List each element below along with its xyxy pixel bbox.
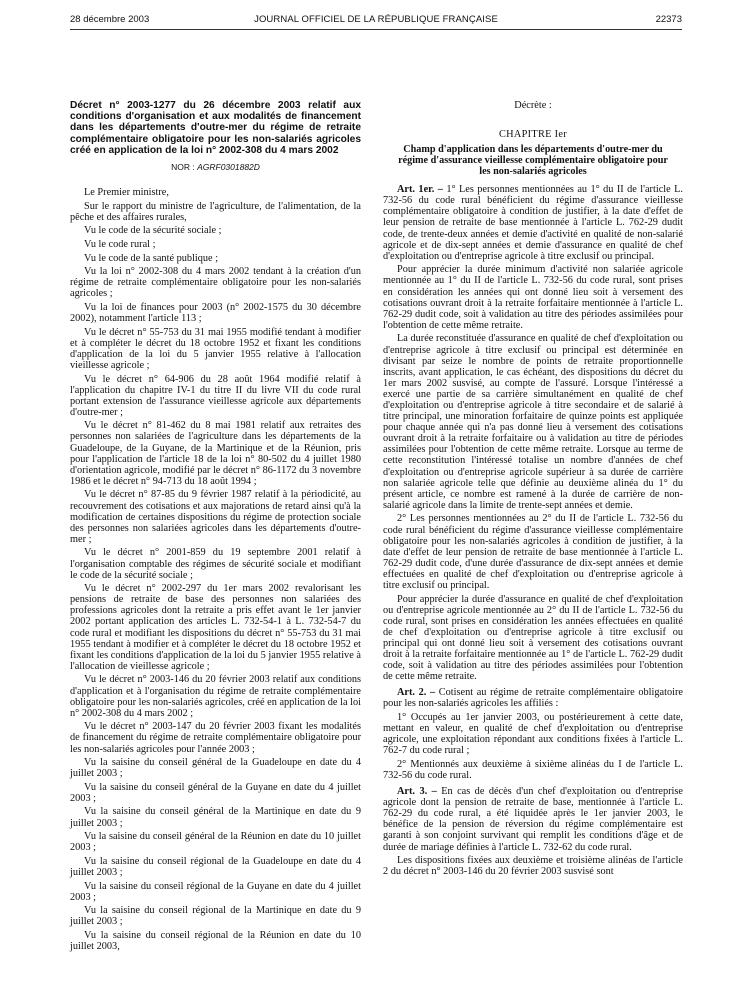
header-rule xyxy=(70,29,682,30)
paragraph-text: 2° Les personnes mentionnées au 2° du II de l'article L. 732-56 du code rural bénéficient du régime d'assurance vieillesse complémentaire obligatoire pour les non-salariés agricoles à condition de justifier, à la date d'effet de leur pension de retraite de base mentionnée à l'article L. 762-29 dudit code, d'une durée d'assurance de dix-sept années et demie effectuées en qualité de chef d'exploitation ou d'entreprise agricole à titre exclusif ou principal. xyxy=(383,513,683,591)
paragraph-text: Les dispositions fixées aux deuxième et troisième alinéas de l'article 2 du décret n° 2003-146 du 20 février 2003 susvisé sont xyxy=(383,855,683,878)
left-paragraph: Vu la loi n° 2002-308 du 4 mars 2002 tendant à la création d'un régime de retraite complémentaire obligatoire pour les non-salariés agricoles ; xyxy=(70,266,361,300)
paragraph-text: Pour apprécier la durée minimum d'activité non salariée agricole mentionnée au 1° du II de l'article L. 732-56 du code rural, sont prises en considération les années qui ont donné lieu soit à versement des cotisations ouvrant droit à la retraite forfaitaire mentionnée à l'article L. 762-29 dudit code, soit à validation au titre des périodes assimilées pour l'obtention de cette même retraite. xyxy=(383,264,683,331)
left-paragraph: Sur le rapport du ministre de l'agriculture, de l'alimentation, de la pêche et des affaires rurales, xyxy=(70,200,361,223)
article-label: Art. 3. – xyxy=(397,786,437,798)
right-paragraph xyxy=(383,513,683,591)
left-paragraph: Vu le décret n° 87-85 du 9 février 1987 relatif à la périodicité, au recouvrement des cotisations et aux majorations de retard ainsi qu'à la modification de certaines dispositions du régime de protection sociale des personnes non salariées agricoles dans les départements d'outre-mer ; xyxy=(70,489,361,545)
decree-title: Décret n° 2003-1277 du 26 décembre 2003 relatif aux conditions d'organisation et aux modalités de financement dans les départements d'outre-mer du régime de retraite complémentaire obligatoire pour les non-salariés agricoles créé en application de la loi n° 2002-308 du 4 mars 2002 xyxy=(70,100,361,156)
nor-code: AGRF0301882D xyxy=(197,162,260,173)
paragraph-text: Cotisent au régime de retraite complémentaire obligatoire pour les non-salariés agricoles les affiliés : xyxy=(383,687,683,710)
left-paragraph: Vu le décret n° 64-906 du 28 août 1964 modifié relatif à l'application du chapitre IV-1 du titre II du livre VII du code rural portant extension de l'assurance vieillesse agricole aux départements d'outre-mer ; xyxy=(70,373,361,418)
left-paragraph: Le Premier ministre, xyxy=(84,187,169,199)
left-paragraph: Vu la saisine du conseil général de la Guyane en date du 4 juillet 2003 ; xyxy=(70,781,361,804)
nor-line xyxy=(70,162,361,173)
page-header xyxy=(70,14,682,28)
left-paragraph: Vu la saisine du conseil régional de la Réunion en date du 10 juillet 2003, xyxy=(70,929,361,953)
paragraph-text: En cas de décès d'un chef d'exploitation ou d'entreprise agricole dont la pension de retraite de base, mentionnée à l'article L. 762-29 du code rural, a été liquidée après le 1er janvier 2003, le bénéfice de la pension de réversion du régime complémentaire est garanti à son conjoint survivant qui remplit les conditions d'âge et de durée de mariage définies à l'article L. 732-62 du code rural. xyxy=(383,786,683,853)
header-date: 28 décembre 2003 xyxy=(70,14,150,25)
right-paragraph xyxy=(383,594,683,683)
left-paragraph: Vu le code de la santé publique ; xyxy=(84,252,219,264)
chapter-title: Champ d'application dans les départements d'outre-mer du régime d'assurance vieillesse complémentaire obligatoire pour les non-salariés agricoles xyxy=(398,144,668,178)
article-label: Art. 1er. – xyxy=(397,184,443,196)
right-paragraph xyxy=(383,712,683,756)
left-paragraph: Vu la saisine du conseil général de la Réunion en date du 10 juillet 2003 ; xyxy=(70,831,361,854)
right-column xyxy=(383,100,683,880)
left-paragraph: Vu le décret n° 2001-859 du 19 septembre 2001 relatif à l'organisation comptable des régimes de sécurité sociale et modifiant le code de la sécurité sociale ; xyxy=(70,547,361,581)
decrete-label: Décrète : xyxy=(514,100,552,111)
paragraph-text: 1° Occupés au 1er janvier 2003, ou postérieurement à cette date, mettant en valeur, en qualité de chef d'exploitation ou d'entreprise agricole, une exploitation répondant aux conditions fixées à l'article L. 762-7 du code rural ; xyxy=(383,712,683,757)
left-paragraph: Vu le décret n° 2003-147 du 20 février 2003 fixant les modalités de financement du régime de retraite complémentaire obligatoire pour les non-salariés agricoles pour l'année 2003 ; xyxy=(70,721,361,755)
right-paragraph xyxy=(383,855,683,877)
chapter-heading: CHAPITRE Ier xyxy=(499,129,567,141)
left-paragraph: Vu le décret n° 55-753 du 31 mai 1955 modifié tendant à modifier et à compléter le décret du 18 octobre 1952 et fixant les conditions d'application de la loi du 5 janvier 1955 relative à l'allocation vieillesse agricole ; xyxy=(70,326,361,371)
page-number: 22373 xyxy=(655,14,682,25)
right-paragraph xyxy=(383,333,683,511)
journal-title: JOURNAL OFFICIEL DE LA RÉPUBLIQUE FRANÇAISE xyxy=(254,14,498,25)
right-body xyxy=(383,184,683,877)
right-paragraph xyxy=(383,759,683,781)
article-paragraph xyxy=(383,687,683,709)
left-paragraph: Vu la saisine du conseil général de la Guadeloupe en date du 4 juillet 2003 ; xyxy=(70,757,361,780)
nor-label: NOR : xyxy=(171,162,195,173)
paragraph-text: 1° Les personnes mentionnées au 1° du II de l'article L. 732-56 du code rural bénéficient du régime d'assurance vieillesse complémentaire obligatoire à condition de justifier, à la date d'effet de leur pension de retraite de base mentionnée à l'article L. 762-29 dudit code, de trente-deux années et demie d'activité en qualité de non-salarié agricole et de dix-sept années et demie d'assurance en qualité de chef d'exploitation ou d'entreprise agricole à titre exclusif ou principal. xyxy=(383,184,683,262)
article-label: Art. 2. – xyxy=(397,687,436,699)
article-paragraph xyxy=(383,184,683,262)
left-paragraph: Vu la saisine du conseil régional de la Martinique en date du 9 juillet 2003 ; xyxy=(70,905,361,928)
left-body xyxy=(70,187,361,952)
left-paragraph: Vu le décret n° 2003-146 du 20 février 2003 relatif aux conditions d'application et à l'organisation du régime de retraite complémentaire obligatoire pour les non-salariés agricoles, créé en application de la loi n° 2002-308 du 4 mars 2002 ; xyxy=(70,674,361,719)
left-column xyxy=(70,100,361,955)
left-paragraph: Vu le décret n° 2002-297 du 1er mars 2002 revalorisant les pensions de retraite de base des personnes non salariées des professions agricoles dont la retraite a pris effet avant le 1er janvier 2002 portant application des articles L. 732-54-1 à L. 732-54-7 du code rural et modifiant les dispositions du décret n° 55-753 du 31 mai 1955 tendant à modifier et à compléter le décret du 18 octobre 1952 et fixant les conditions d'application de la loi du 5 janvier 1955 relative à l'allocation de vieillesse agricole ; xyxy=(70,583,361,672)
paragraph-text: La durée reconstituée d'assurance en qualité de chef d'exploitation ou d'entreprise agricole à titre exclusif ou principal est déterminée en divisant par seize le nombre de points de retraite proportionnelle inscrits, avant application, le cas échéant, des dispositions du décret du 1er mars 2002 susvisé, au compte de l'assuré. Lorsque l'intéressé a exercé une partie de sa carrière simultanément en qualité de chef d'exploitation ou d'entreprise agricole à titre secondaire et de salarié à titre principal, une minoration forfaitaire de quinze points est appliquée pour chaque année qui n'a pas donné lieu à versement des cotisations ouvrant droit à la retraite forfaitaire ou à validation au titre de périodes assimilées pour l'obtention de cette même retraite. Lorsque au terme de cette reconstitution l'intéressé totalise un nombre d'années de chef d'exploitation ou d'entreprise agricole supérieur à sa durée de carrière non salariée agricole telle que définie au deuxième alinéa du 1° du présent article, ce nombre est ramené à la durée de carrière de non-salarié agricole dans la limite de trente-sept années et demie. xyxy=(383,333,683,511)
left-paragraph: Vu le décret n° 81-462 du 8 mai 1981 relatif aux retraites des personnes non salariées de l'agriculture dans les départements de la Guadeloupe, de la Guyane, de la Martinique et de la Réunion, pris pour l'application de l'article 18 de la loi n° 80-502 du 4 juillet 1980 d'orientation agricole, modifié par le décret n° 86-1172 du 3 novembre 1986 et le décret n° 94-713 du 18 août 1994 ; xyxy=(70,420,361,487)
left-paragraph: Vu la saisine du conseil régional de la Guyane en date du 4 juillet 2003 ; xyxy=(70,880,361,903)
left-paragraph: Vu le code de la sécurité sociale ; xyxy=(84,225,222,237)
right-paragraph xyxy=(383,264,683,331)
article-paragraph xyxy=(383,786,683,853)
left-paragraph: Vu la loi de finances pour 2003 (n° 2002-1575 du 30 décembre 2002), notamment l'article 113 ; xyxy=(70,301,361,325)
left-paragraph: Vu le code rural ; xyxy=(84,238,156,250)
left-paragraph: Vu la saisine du conseil régional de la Guadeloupe en date du 4 juillet 2003 ; xyxy=(70,855,361,878)
left-paragraph: Vu la saisine du conseil général de la Martinique en date du 9 juillet 2003 ; xyxy=(70,806,361,829)
paragraph-text: Pour apprécier la durée d'assurance en qualité de chef d'exploitation ou d'entreprise agricole mentionnée au 2° du II de l'article L. 732-56 du code rural, sont prises en considération les années effectuées en qualité de chef d'exploitation ou d'entreprise agricole à titre exclusif ou principal qui ont donné lieu soit à versement des cotisations ouvrant droit à la retraite forfaitaire mentionnée au 1° de l'article L. 762-29 dudit code, soit à validation au titre des périodes assimilées pour l'obtention de cette même retraite. xyxy=(383,593,683,683)
paragraph-text: 2° Mentionnés aux deuxième à sixième alinéas du I de l'article L. 732-56 du code rural. xyxy=(383,758,683,781)
